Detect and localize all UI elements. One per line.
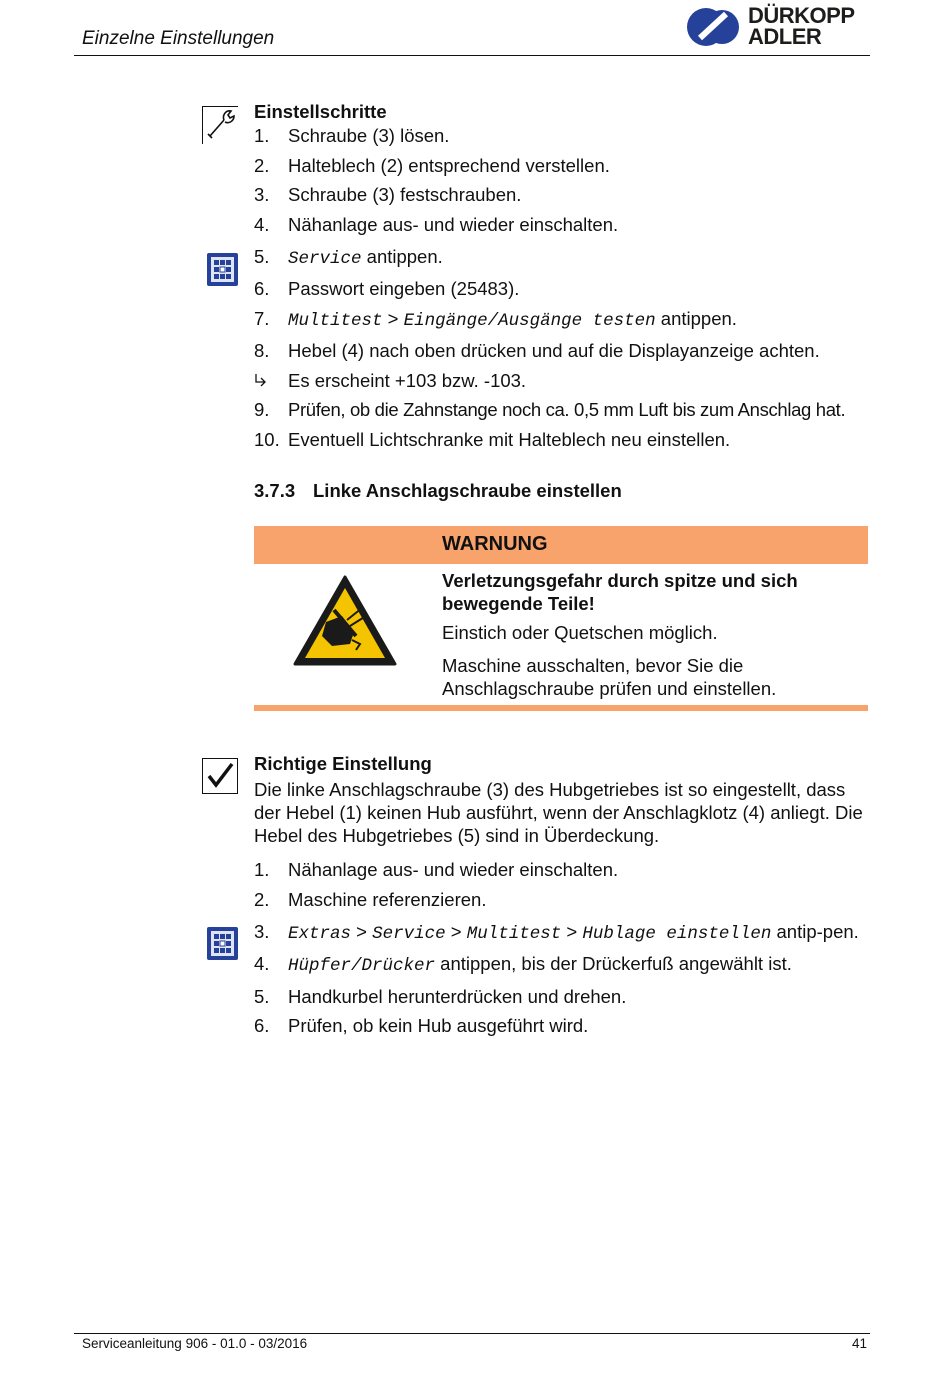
- warning-hazard: Verletzungsgefahr durch spitze und sich bewegende Teile!: [442, 570, 798, 614]
- list-item: 5. Service antippen.: [254, 245, 443, 269]
- checkmark-icon: [202, 758, 238, 794]
- list-item: 8. Hebel (4) nach oben drücken und auf die Displayanzeige achten.: [254, 340, 820, 361]
- hand-injury-warning-icon: [292, 574, 398, 668]
- warning-title: WARNUNG: [442, 533, 548, 555]
- list-item: Es erscheint +103 bzw. -103.: [254, 369, 874, 392]
- warning-header-bar: [254, 526, 868, 564]
- list-item: 4. Hüpfer/Drücker antippen, bis der Drückerfuß angewählt ist.: [254, 953, 792, 976]
- page-number: 41: [852, 1336, 868, 1351]
- list-item: 4. Nähanlage aus- und wieder einschalten.: [254, 213, 619, 235]
- list-item: 2. Halteblech (2) entsprechend verstellen.: [254, 154, 610, 176]
- list-item: 10. Eventuell Lichtschranke mit Halteblech neu einstellen.: [254, 428, 731, 450]
- list-item: 9. Prüfen, ob die Zahnstange noch ca. 0,5 mm Luft bis zum Anschlag hat.: [254, 399, 846, 420]
- control-panel-icon: [207, 927, 238, 960]
- subsection-heading: 3.7.3 Linke Anschlagschraube einstellen: [254, 480, 622, 501]
- warning-box: [254, 526, 868, 712]
- correct-setting-description: Die linke Anschlagschraube (3) des Hubgetriebes ist so eingestellt, dass der Hebel (1) keinen Hub ausführt, wenn der Anschlagklotz (4) anliegt. Die Hebel des Hubgetriebes (5) sind in Überdeckung.: [254, 779, 863, 846]
- footer-rule: [74, 1333, 870, 1334]
- control-panel-icon: [207, 253, 238, 286]
- warning-footer-bar: [254, 705, 868, 711]
- list-item: 6. Passwort eingeben (25483).: [254, 278, 520, 299]
- list-item: 7. Multitest > Eingänge/Ausgänge testen antippen.: [254, 307, 737, 331]
- warning-action: Maschine ausschalten, bevor Sie die Anschlagschraube prüfen und einstellen.: [442, 655, 777, 699]
- result-arrow-icon: [254, 373, 268, 388]
- correct-setting-heading: Richtige Einstellung: [254, 753, 432, 774]
- settings-heading: Einstellschritte: [254, 101, 387, 122]
- list-item: 2. Maschine referenzieren.: [254, 888, 487, 910]
- logo-mark-icon: [686, 6, 740, 48]
- list-item: 5. Handkurbel herunterdrücken und drehen.: [254, 985, 627, 1007]
- wrench-icon: [202, 106, 238, 144]
- header-rule: [74, 55, 870, 56]
- list-item: 1. Nähanlage aus- und wieder einschalten.: [254, 859, 619, 880]
- list-item: 1. Schraube (3) lösen.: [254, 125, 450, 146]
- correct-setting-steps-list: [254, 858, 874, 1037]
- settings-steps-list: [254, 124, 874, 451]
- warning-consequence: Einstich oder Quetschen möglich.: [442, 622, 718, 643]
- list-item: 6. Prüfen, ob kein Hub ausgeführt wird.: [254, 1015, 589, 1036]
- brand-logo: [686, 4, 876, 52]
- list-item: 3. Schraube (3) festschrauben.: [254, 184, 522, 205]
- list-item: 3. Extras > Service > Multitest > Hublage einstellen antip-pen.: [254, 920, 859, 944]
- logo-text: DÜRKOPP ADLER: [748, 3, 855, 49]
- running-header: Einzelne Einstellungen: [82, 28, 275, 49]
- footer-document-id: Serviceanleitung 906 - 01.0 - 03/2016: [82, 1336, 308, 1351]
